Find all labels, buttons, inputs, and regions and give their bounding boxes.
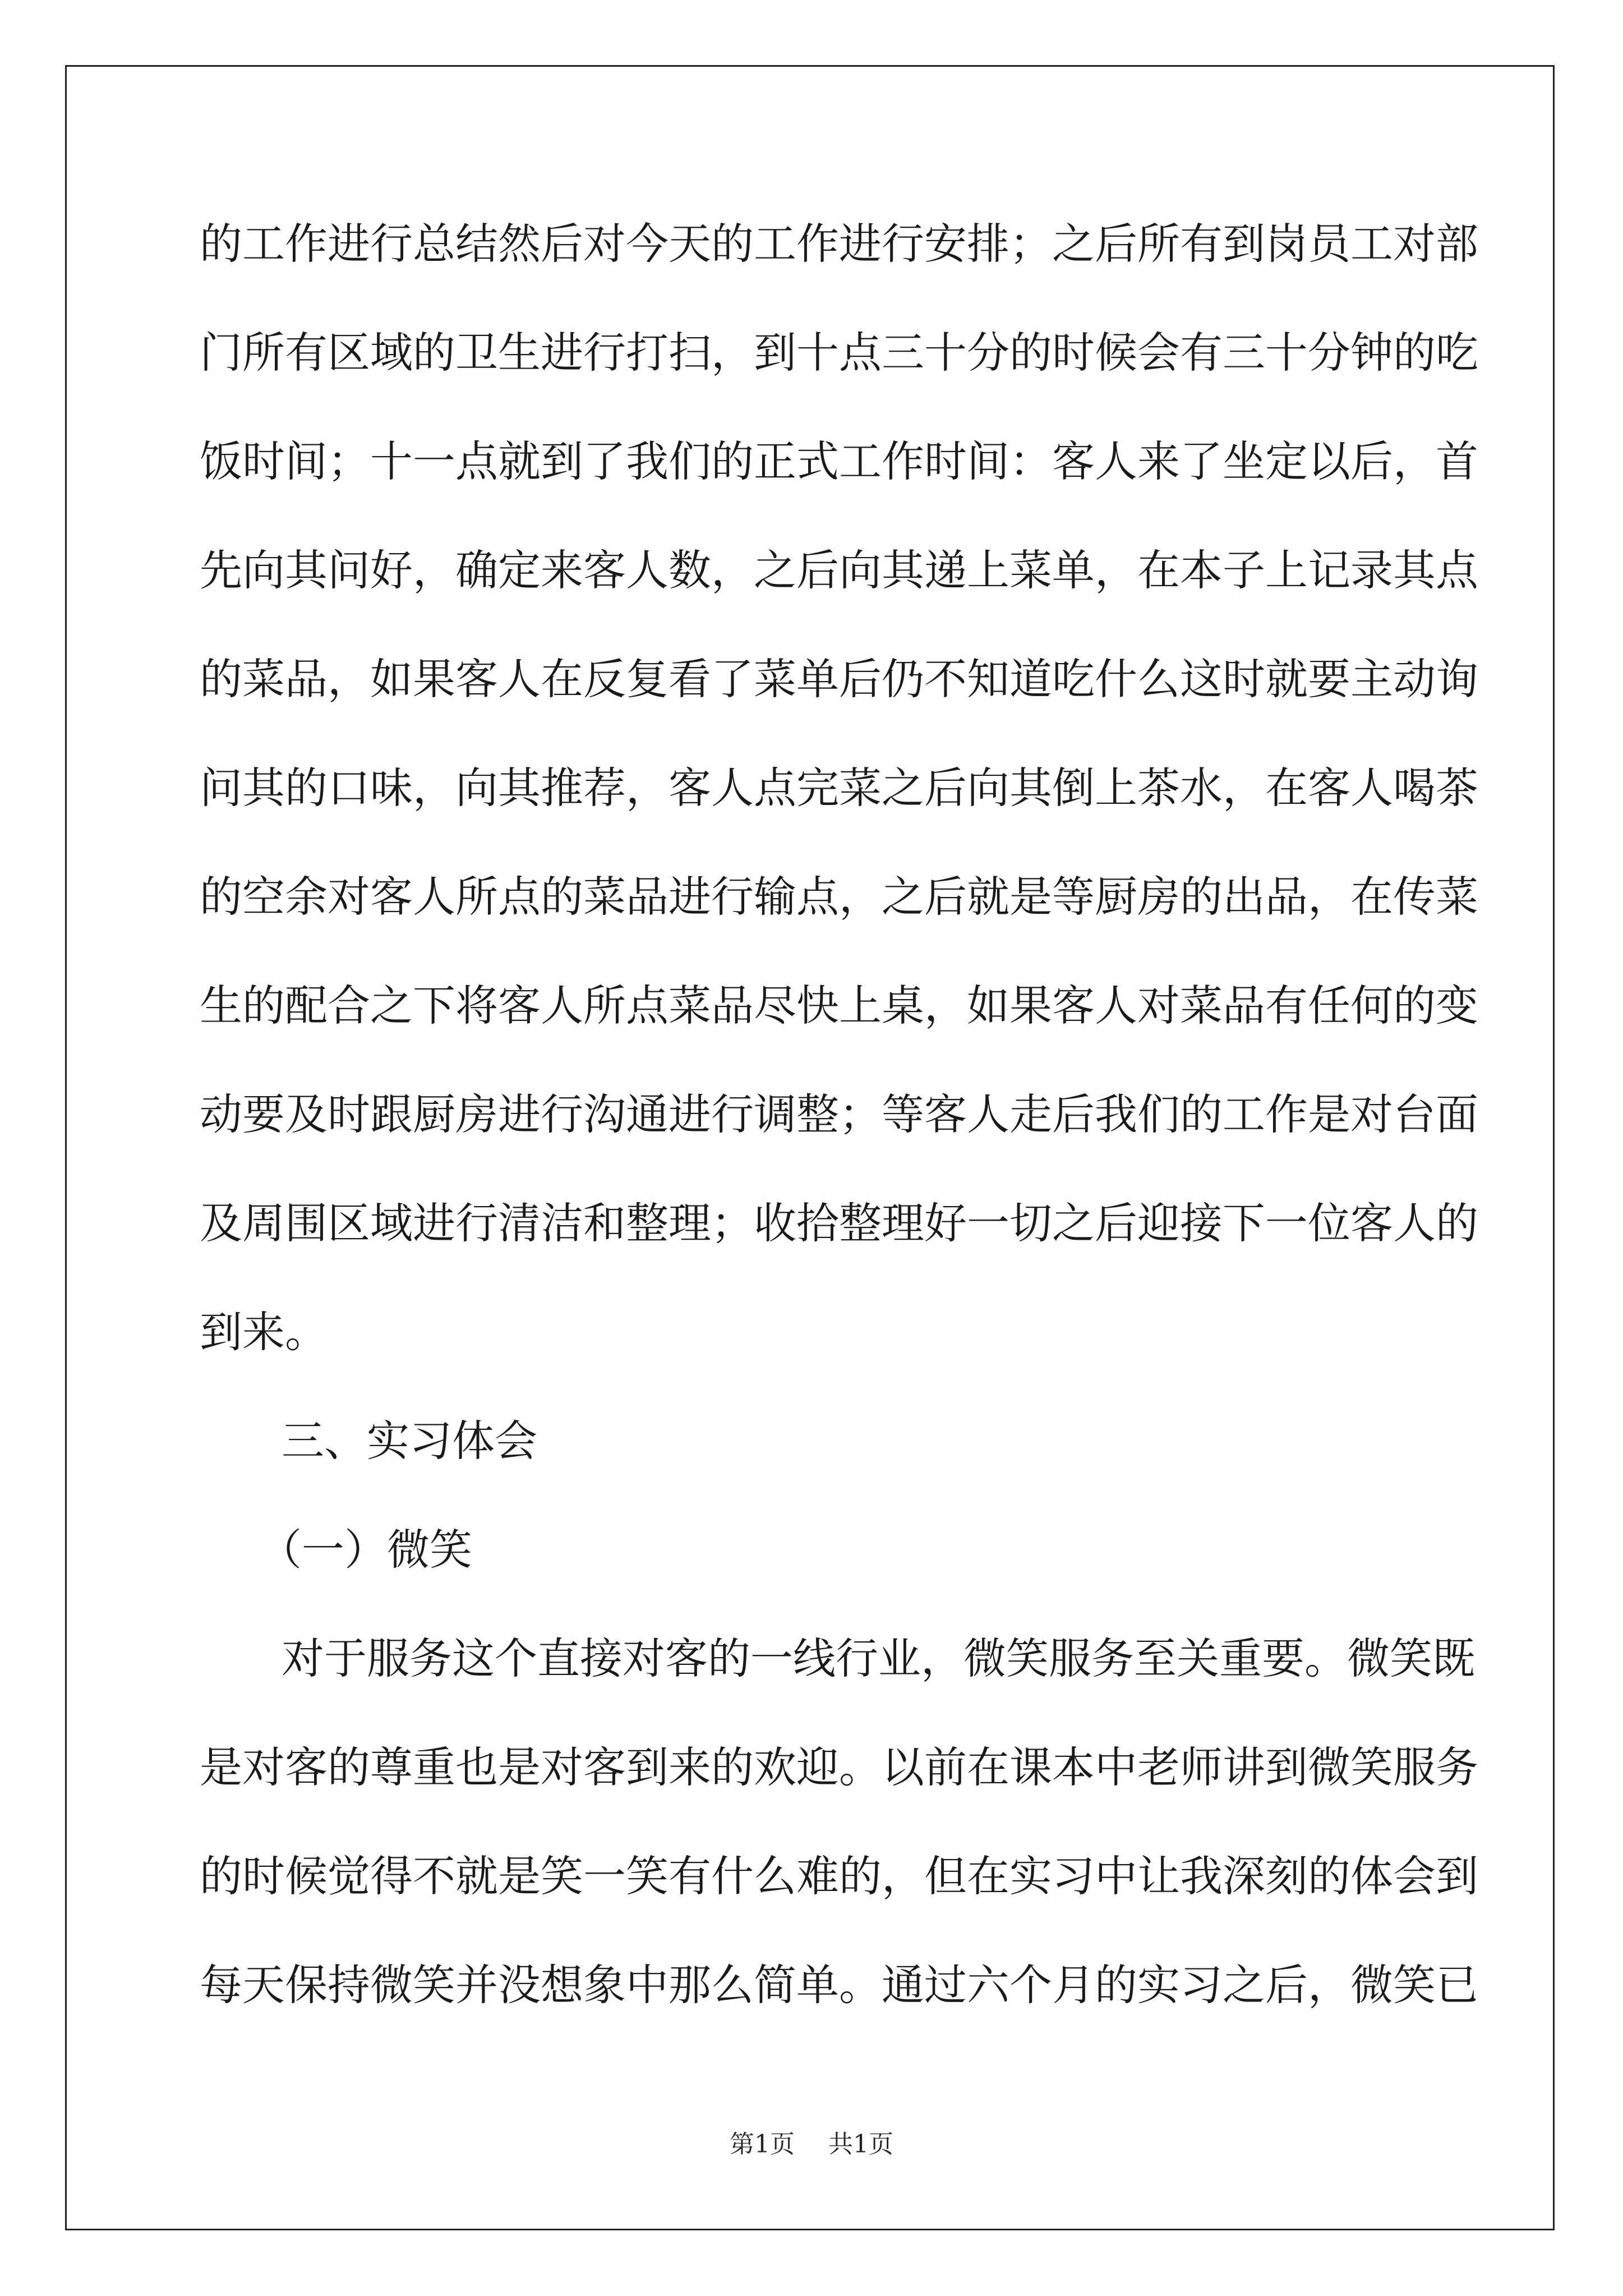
paragraph-line: 的工作进行总结然后对今天的工作进行安排；之后所有到岗员工对部 [200,219,1478,269]
paragraph-line: 每天保持微笑并没想象中那么简单。通过六个月的实习之后，微笑已 [200,1960,1478,2010]
paragraph-line: 及周围区域进行清洁和整理；收拾整理好一切之后迎接下一位客人的 [200,1198,1478,1248]
page-number: 第1页 [730,2130,795,2159]
paragraph-line: 是对客的尊重也是对客到来的欢迎。以前在课本中老师讲到微笑服务 [200,1742,1478,1792]
page-total: 共1页 [828,2130,893,2159]
paragraph-line: 问其的口味，向其推荐，客人点完菜之后向其倒上茶水，在客人喝茶 [200,763,1478,813]
section-heading: 三、实习体会 [282,1416,537,1466]
paragraph-line: 饭时间；十一点就到了我们的正式工作时间：客人来了坐定以后，首 [200,436,1478,486]
paragraph-line: 动要及时跟厨房进行沟通进行调整；等客人走后我们的工作是对台面 [200,1089,1478,1139]
subsection-heading: （一）微笑 [259,1525,472,1575]
paragraph-line: 到来。 [200,1307,328,1357]
paragraph-line: 对于服务这个直接对客的一线行业，微笑服务至关重要。微笑既 [282,1634,1475,1683]
paragraph-line: 的空余对客人所点的菜品进行输点，之后就是等厨房的出品，在传菜 [200,872,1478,922]
paragraph-line: 先向其问好，确定来客人数，之后向其递上菜单，在本子上记录其点 [200,545,1478,595]
paragraph-line: 的菜品，如果客人在反复看了菜单后仍不知道吃什么这时就要主动询 [200,654,1478,704]
paragraph-line: 生的配合之下将客人所点菜品尽快上桌，如果客人对菜品有任何的变 [200,981,1478,1030]
paragraph-line: 门所有区域的卫生进行打扫，到十点三十分的时候会有三十分钟的吃 [200,328,1478,378]
paragraph-line: 的时候觉得不就是笑一笑有什么难的，但在实习中让我深刻的体会到 [200,1851,1478,1901]
page-footer [0,2128,1623,2161]
